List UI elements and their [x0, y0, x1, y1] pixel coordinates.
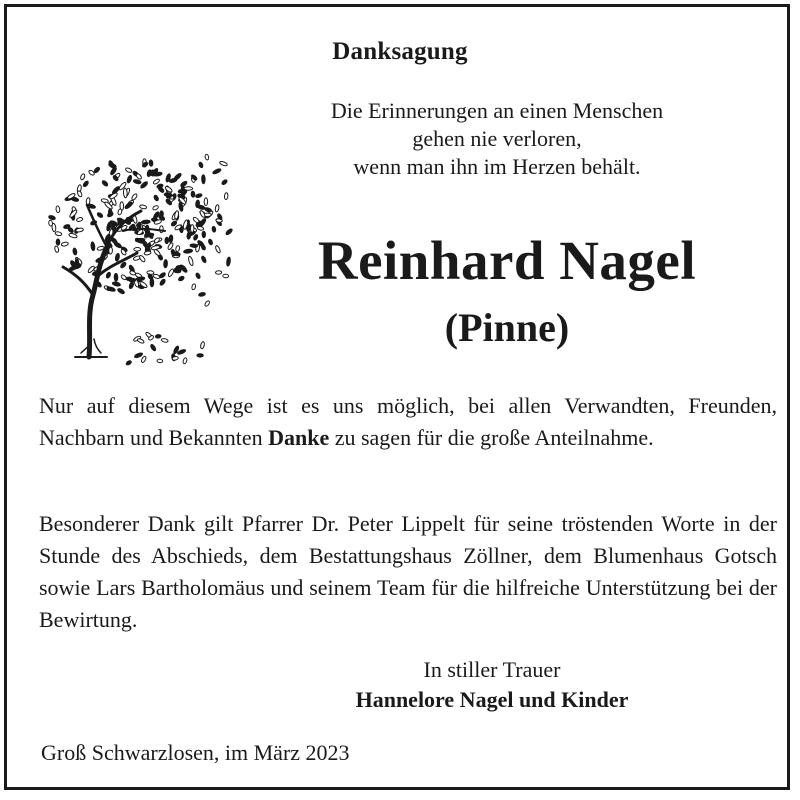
leaf-mark — [141, 220, 150, 224]
leaf-mark — [48, 220, 52, 226]
leaf-mark — [192, 216, 199, 223]
thanks-emphasis: Danke — [268, 425, 330, 450]
thanks-text-end: zu sagen für die große Anteilnahme. — [329, 425, 654, 450]
leaf-mark — [144, 251, 151, 256]
leaf-mark — [193, 234, 199, 241]
notice-heading: Danksagung — [332, 38, 468, 65]
leaf-mark — [164, 193, 171, 197]
leaf-mark — [150, 278, 154, 286]
leaf-mark — [187, 231, 192, 239]
leaf-mark — [202, 231, 206, 238]
leaf-mark — [115, 253, 120, 261]
memorial-quote — [217, 97, 777, 181]
leaf-mark — [80, 173, 86, 180]
leaf-mark — [144, 233, 154, 238]
leaf-mark — [134, 352, 143, 358]
leaf-mark — [204, 198, 208, 206]
leaf-mark — [135, 173, 142, 180]
leaf-mark — [224, 193, 228, 200]
tree-leaves — [48, 154, 233, 307]
leaf-mark — [73, 248, 78, 255]
leaf-mark — [178, 276, 185, 282]
place-date: Groß Schwarzlosen, im März 2023 — [41, 740, 350, 765]
leaf-mark — [153, 274, 161, 280]
signature: Hannelore Nagel und Kinder — [355, 687, 629, 712]
leaf-mark — [55, 231, 62, 236]
leaf-mark — [123, 188, 127, 198]
leaf-mark — [54, 246, 59, 253]
leaf-mark — [215, 204, 220, 212]
leaf-mark — [208, 239, 213, 246]
leaf-mark — [152, 205, 159, 211]
leaf-mark — [126, 175, 132, 184]
closing-block — [227, 655, 757, 715]
leaf-mark — [97, 212, 104, 218]
leaf-mark — [114, 273, 118, 281]
leaf-mark — [184, 187, 193, 190]
leaf-mark — [101, 180, 108, 187]
thanks-text-start: Nur auf diesem Wege ist es uns möglich, bei allen Verwandten, Freunden, Nachbarn und Bekannten — [39, 393, 777, 450]
leaf-mark — [129, 270, 136, 276]
leaf-mark — [197, 354, 203, 357]
leaf-mark — [129, 281, 135, 289]
leaf-mark — [133, 179, 141, 184]
leaf-mark — [139, 255, 146, 263]
leaf-mark — [82, 180, 89, 187]
quote-line-3: wenn man ihn im Herzen behält. — [353, 154, 641, 179]
leaf-mark — [202, 175, 206, 184]
leaf-mark — [106, 272, 112, 279]
leaf-mark — [108, 163, 116, 169]
special-thanks-paragraph: Besonderer Dank gilt Pfarrer Dr. Peter Lippelt für seine tröstenden Worte in der Stunde des Abschieds, dem Bestattungshaus Zöllner, dem Blumenhaus Gotsch sowie Lars Bartholomäus und seinem Team für die hilfreiche Unterstützung bei der Bewirtung. — [39, 511, 777, 632]
leaf-mark — [164, 260, 168, 268]
leaf-mark — [134, 247, 141, 251]
leaf-mark — [129, 278, 136, 282]
leaf-mark — [195, 193, 202, 198]
leaf-mark — [125, 167, 133, 173]
leaf-mark — [164, 186, 172, 193]
leaf-mark — [198, 162, 203, 168]
leaf-mark — [77, 190, 83, 197]
leaf-mark — [117, 288, 125, 295]
leaf-mark — [204, 207, 212, 213]
leaf-mark — [159, 278, 166, 286]
leaf-mark — [131, 193, 138, 201]
leaf-mark — [195, 200, 199, 208]
leaf-mark — [56, 239, 60, 245]
leaf-mark — [190, 225, 194, 233]
leaf-mark — [182, 357, 187, 364]
leaf-mark — [149, 160, 153, 167]
tree-icon — [37, 135, 247, 370]
leaf-mark — [153, 195, 159, 202]
leaf-mark — [165, 237, 169, 244]
leaf-mark — [137, 338, 145, 344]
leaf-mark — [107, 211, 114, 217]
leaf-mark — [117, 209, 122, 215]
leaf-mark — [175, 245, 180, 252]
leaf-mark — [93, 166, 100, 173]
leaf-mark — [195, 272, 201, 279]
leaf-mark — [109, 247, 113, 254]
leaf-mark — [157, 359, 163, 363]
leaf-mark — [61, 242, 69, 247]
leaf-mark — [113, 241, 122, 249]
leaf-mark — [221, 179, 228, 185]
quote-line-2: gehen nie verloren, — [412, 126, 582, 151]
leaf-mark — [48, 215, 56, 221]
leaf-mark — [174, 269, 181, 273]
deceased-name: Reinhard Nagel — [317, 230, 697, 291]
leaf-mark — [141, 356, 147, 364]
closing-line: In stiller Trauer — [423, 657, 561, 682]
leaf-mark — [153, 178, 161, 185]
leaf-mark — [191, 284, 196, 290]
leaf-mark — [190, 244, 198, 248]
leaf-mark — [56, 206, 61, 213]
leaf-mark — [91, 242, 96, 251]
thanks-paragraph — [39, 390, 777, 454]
leaf-mark — [204, 300, 210, 307]
leaf-mark — [200, 341, 205, 349]
leaf-mark — [151, 245, 160, 250]
leaf-mark — [212, 226, 216, 232]
leaf-mark — [112, 281, 121, 286]
notice-frame — [4, 4, 790, 790]
leaf-mark — [198, 292, 205, 297]
quote-line-1: Die Erinnerungen an einen Menschen — [330, 98, 664, 123]
leaf-mark — [183, 249, 192, 254]
leaf-mark — [167, 268, 174, 277]
leaf-mark — [219, 161, 228, 167]
leaf-mark — [205, 154, 209, 160]
leaf-mark — [139, 204, 147, 209]
leaf-mark — [106, 286, 115, 292]
leaf-mark — [201, 256, 207, 264]
leaf-mark — [155, 334, 161, 338]
leaf-mark — [212, 168, 221, 175]
leaf-mark — [161, 338, 168, 343]
leaf-mark — [169, 235, 173, 243]
ground-leaves — [126, 331, 205, 365]
leaf-mark — [200, 244, 206, 251]
leaf-mark — [150, 344, 157, 352]
leaf-mark — [188, 256, 194, 266]
leaf-mark — [199, 210, 206, 218]
leaf-mark — [197, 226, 204, 231]
leaf-mark — [126, 360, 133, 366]
deceased-nickname: (Pinne) — [444, 305, 570, 350]
leaf-mark — [76, 217, 83, 222]
leaf-mark — [191, 191, 195, 197]
